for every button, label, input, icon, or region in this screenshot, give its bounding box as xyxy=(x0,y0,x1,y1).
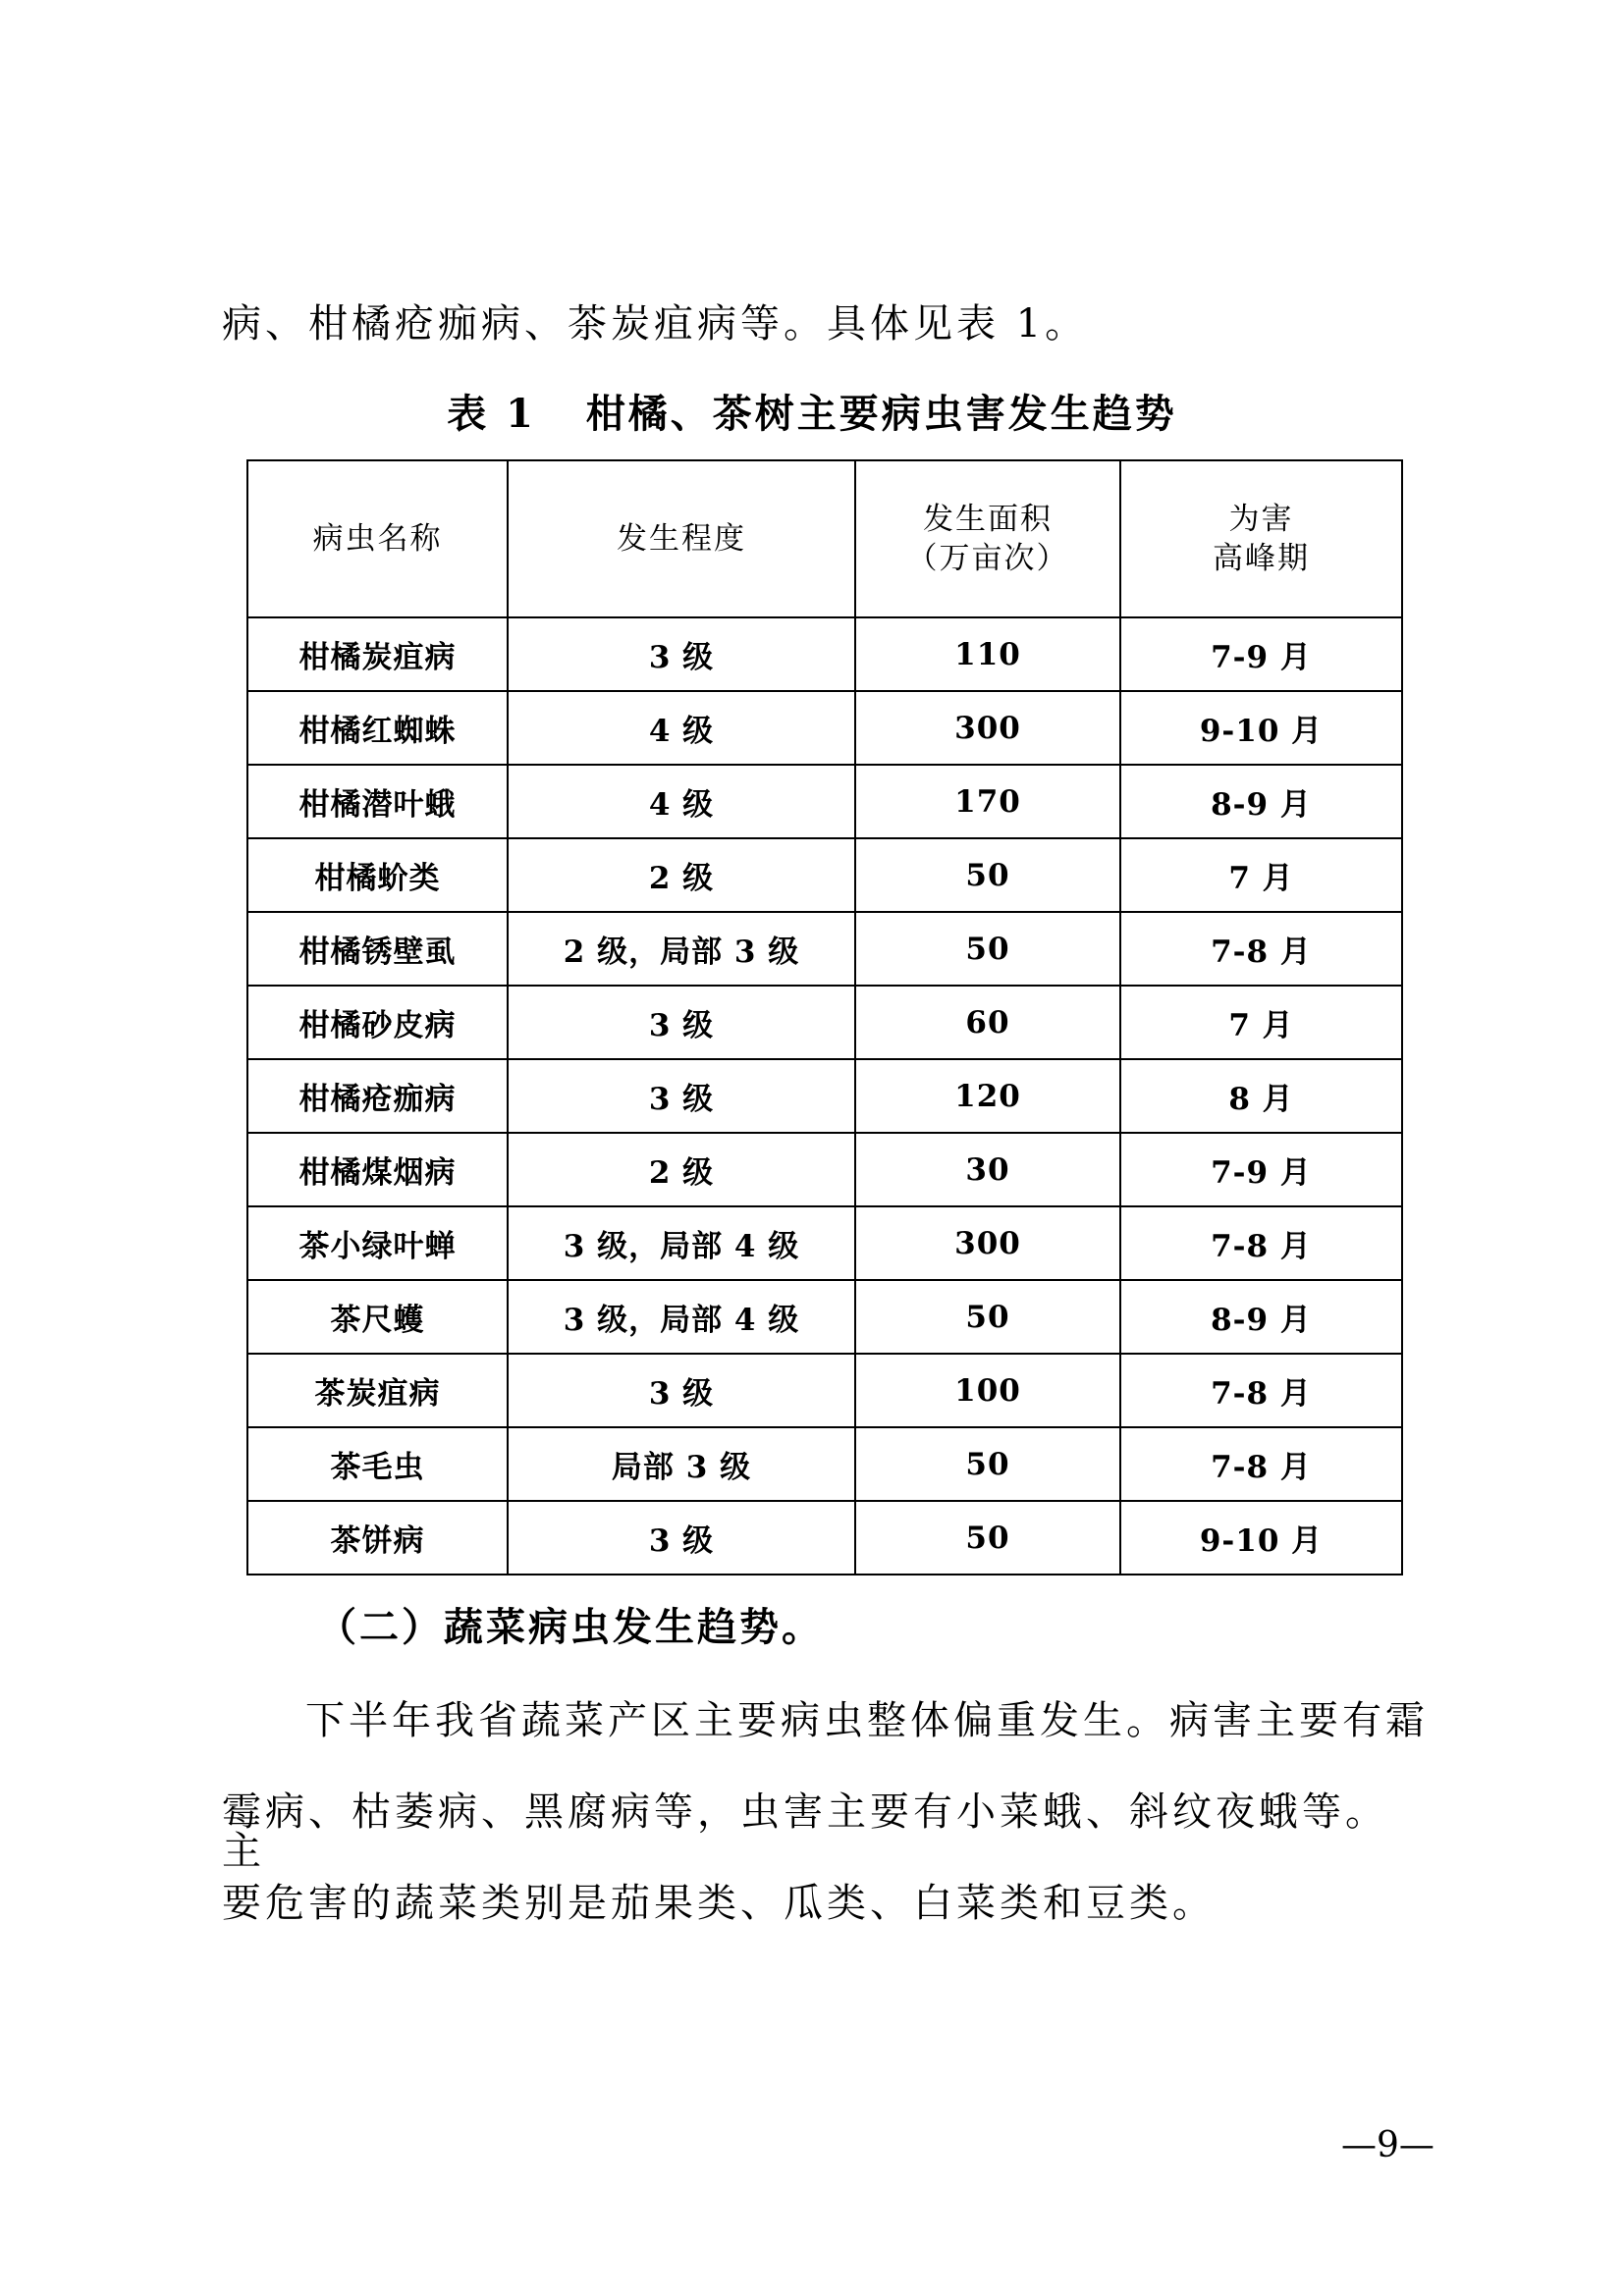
cell-occurrence-level: 3 级 xyxy=(508,617,855,691)
cell-occurrence-level: 3 级 xyxy=(508,1059,855,1133)
table-row xyxy=(247,912,1402,986)
cell-occurrence-area: 50 xyxy=(855,838,1120,912)
cell-peak-period: 8-9 月 xyxy=(1120,765,1402,838)
cell-peak-period: 7-8 月 xyxy=(1120,912,1402,986)
cell-pest-name: 茶毛虫 xyxy=(247,1427,508,1501)
cell-peak-period: 8-9 月 xyxy=(1120,1280,1402,1354)
header-occurrence-area xyxy=(855,460,1120,617)
cell-occurrence-level: 4 级 xyxy=(508,765,855,838)
cell-occurrence-level: 局部 3 级 xyxy=(508,1427,855,1501)
cell-occurrence-area: 120 xyxy=(855,1059,1120,1133)
cell-occurrence-area: 50 xyxy=(855,1427,1120,1501)
cell-occurrence-area: 50 xyxy=(855,912,1120,986)
table-row xyxy=(247,1133,1402,1206)
header-pest-name xyxy=(247,460,508,617)
cell-occurrence-area: 50 xyxy=(855,1280,1120,1354)
table-row xyxy=(247,986,1402,1059)
cell-occurrence-area: 300 xyxy=(855,1206,1120,1280)
cell-occurrence-level: 4 级 xyxy=(508,691,855,765)
cell-occurrence-level: 3 级 xyxy=(508,1501,855,1575)
intro-paragraph-line: 病、柑橘疮痂病、茶炭疽病等。具体见表 1。 xyxy=(222,301,1089,347)
cell-occurrence-area: 60 xyxy=(855,986,1120,1059)
cell-peak-period: 9-10 月 xyxy=(1120,1501,1402,1575)
cell-occurrence-area: 110 xyxy=(855,617,1120,691)
section-heading: （二）蔬菜病虫发生趋势。 xyxy=(317,1604,824,1650)
cell-peak-period: 7-9 月 xyxy=(1120,1133,1402,1206)
cell-occurrence-level: 3 级，局部 4 级 xyxy=(508,1206,855,1280)
table-row xyxy=(247,691,1402,765)
page-number: —9— xyxy=(1341,2125,1435,2165)
pest-trend-table xyxy=(246,459,1403,1575)
header-occurrence-level xyxy=(508,460,855,617)
table-row xyxy=(247,1280,1402,1354)
header-pest-name-label: 病虫名称 xyxy=(312,521,443,557)
cell-occurrence-level: 3 级 xyxy=(508,986,855,1059)
cell-pest-name: 柑橘煤烟病 xyxy=(247,1133,508,1206)
cell-peak-period: 7-8 月 xyxy=(1120,1206,1402,1280)
body-paragraph-line: 要危害的蔬菜类别是茄果类、瓜类、白菜类和豆类。 xyxy=(222,1881,1216,1926)
cell-occurrence-level: 2 级，局部 3 级 xyxy=(508,912,855,986)
table-header-row xyxy=(247,460,1402,617)
cell-pest-name: 柑橘砂皮病 xyxy=(247,986,508,1059)
header-occurrence-area-line1: 发生面积 xyxy=(923,502,1053,537)
cell-pest-name: 柑橘疮痂病 xyxy=(247,1059,508,1133)
cell-occurrence-level: 3 级，局部 4 级 xyxy=(508,1280,855,1354)
cell-occurrence-level: 2 级 xyxy=(508,1133,855,1206)
cell-occurrence-area: 30 xyxy=(855,1133,1120,1206)
header-peak-period xyxy=(1120,460,1402,617)
cell-pest-name: 柑橘潜叶蛾 xyxy=(247,765,508,838)
cell-pest-name: 茶饼病 xyxy=(247,1501,508,1575)
body-paragraph-line: 下半年我省蔬菜产区主要病虫整体偏重发生。病害主要有霜 xyxy=(305,1698,1429,1743)
table-row xyxy=(247,765,1402,838)
cell-peak-period: 7 月 xyxy=(1120,838,1402,912)
cell-peak-period: 7-9 月 xyxy=(1120,617,1402,691)
cell-occurrence-area: 300 xyxy=(855,691,1120,765)
header-peak-period-line1: 为害 xyxy=(1228,502,1294,537)
cell-occurrence-area: 100 xyxy=(855,1354,1120,1427)
body-paragraph-line: 霉病、枯萎病、黑腐病等，虫害主要有小菜蛾、斜纹夜蛾等。主 xyxy=(222,1789,1388,1874)
cell-pest-name: 茶尺蠖 xyxy=(247,1280,508,1354)
cell-peak-period: 7 月 xyxy=(1120,986,1402,1059)
cell-pest-name: 茶炭疽病 xyxy=(247,1354,508,1427)
cell-peak-period: 8 月 xyxy=(1120,1059,1402,1133)
table-row xyxy=(247,1427,1402,1501)
cell-occurrence-area: 170 xyxy=(855,765,1120,838)
table-row xyxy=(247,1501,1402,1575)
cell-occurrence-area: 50 xyxy=(855,1501,1120,1575)
table-row xyxy=(247,1059,1402,1133)
table-row xyxy=(247,1206,1402,1280)
table-title: 表 1 柑橘、茶树主要病虫害发生趋势 xyxy=(447,391,1177,437)
cell-peak-period: 7-8 月 xyxy=(1120,1354,1402,1427)
cell-pest-name: 柑橘炭疽病 xyxy=(247,617,508,691)
table-row xyxy=(247,1354,1402,1427)
table-row xyxy=(247,838,1402,912)
header-occurrence-level-label: 发生程度 xyxy=(617,521,746,557)
cell-peak-period: 7-8 月 xyxy=(1120,1427,1402,1501)
cell-peak-period: 9-10 月 xyxy=(1120,691,1402,765)
cell-occurrence-level: 3 级 xyxy=(508,1354,855,1427)
header-occurrence-area-line2: （万亩次） xyxy=(906,541,1069,576)
table-row xyxy=(247,617,1402,691)
cell-pest-name: 茶小绿叶蝉 xyxy=(247,1206,508,1280)
cell-pest-name: 柑橘红蜘蛛 xyxy=(247,691,508,765)
cell-pest-name: 柑橘锈壁虱 xyxy=(247,912,508,986)
cell-occurrence-level: 2 级 xyxy=(508,838,855,912)
header-peak-period-line2: 高峰期 xyxy=(1213,541,1310,576)
cell-pest-name: 柑橘蚧类 xyxy=(247,838,508,912)
